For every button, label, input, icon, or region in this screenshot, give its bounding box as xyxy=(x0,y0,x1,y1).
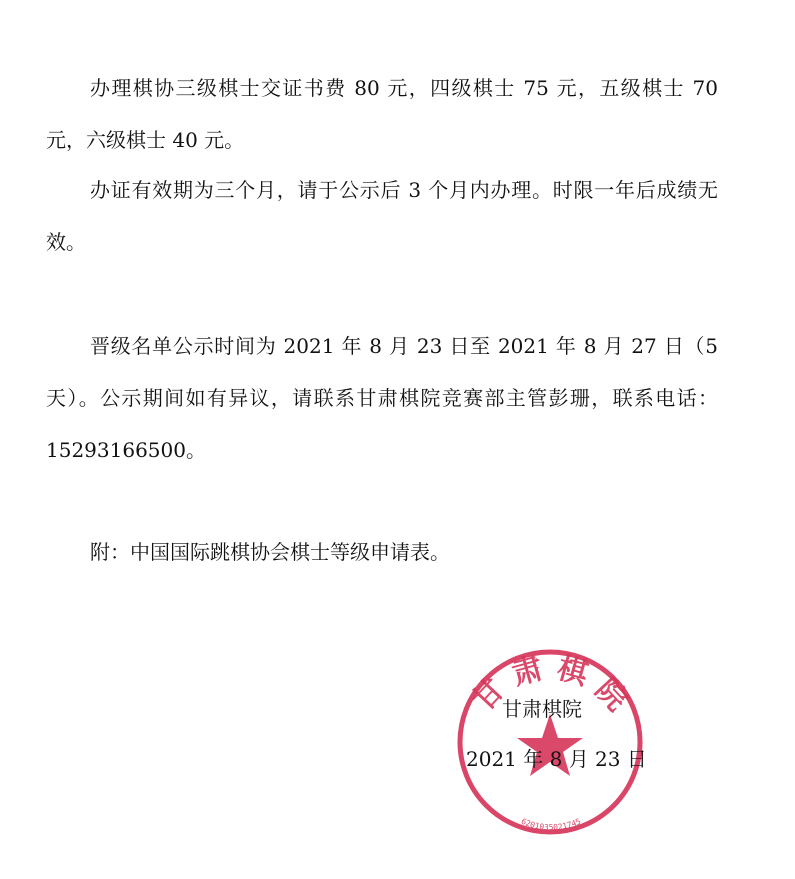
signature-date: 2021 年 8 月 23 日 xyxy=(466,747,647,771)
paragraph-publicity-period: 晋级名单公示时间为 2021 年 8 月 23 日至 2021 年 8 月 27 日（5 天）。公示期间如有异议，请联系甘肃棋院竞赛部主管彭珊，联系电话：15293166500。 xyxy=(46,334,718,462)
signature-organization: 甘肃棋院 xyxy=(502,697,582,721)
paragraph-fees: 办理棋协三级棋士交证书费 80 元，四级棋士 75 元，五级棋士 70 元，六级棋士 40 元。 xyxy=(46,76,718,152)
official-seal-stamp xyxy=(454,644,644,840)
svg-text:甘 肃 棋 院: 甘 肃 棋 院 xyxy=(465,650,635,719)
paragraph-attachment: 附：中国国际跳棋协会棋士等级申请表。 xyxy=(90,540,450,564)
svg-text:6201035021745: 6201035021745 xyxy=(519,816,583,833)
paragraph-validity: 办证有效期为三个月，请于公示后 3 个月内办理。时限一年后成绩无效。 xyxy=(46,178,718,254)
